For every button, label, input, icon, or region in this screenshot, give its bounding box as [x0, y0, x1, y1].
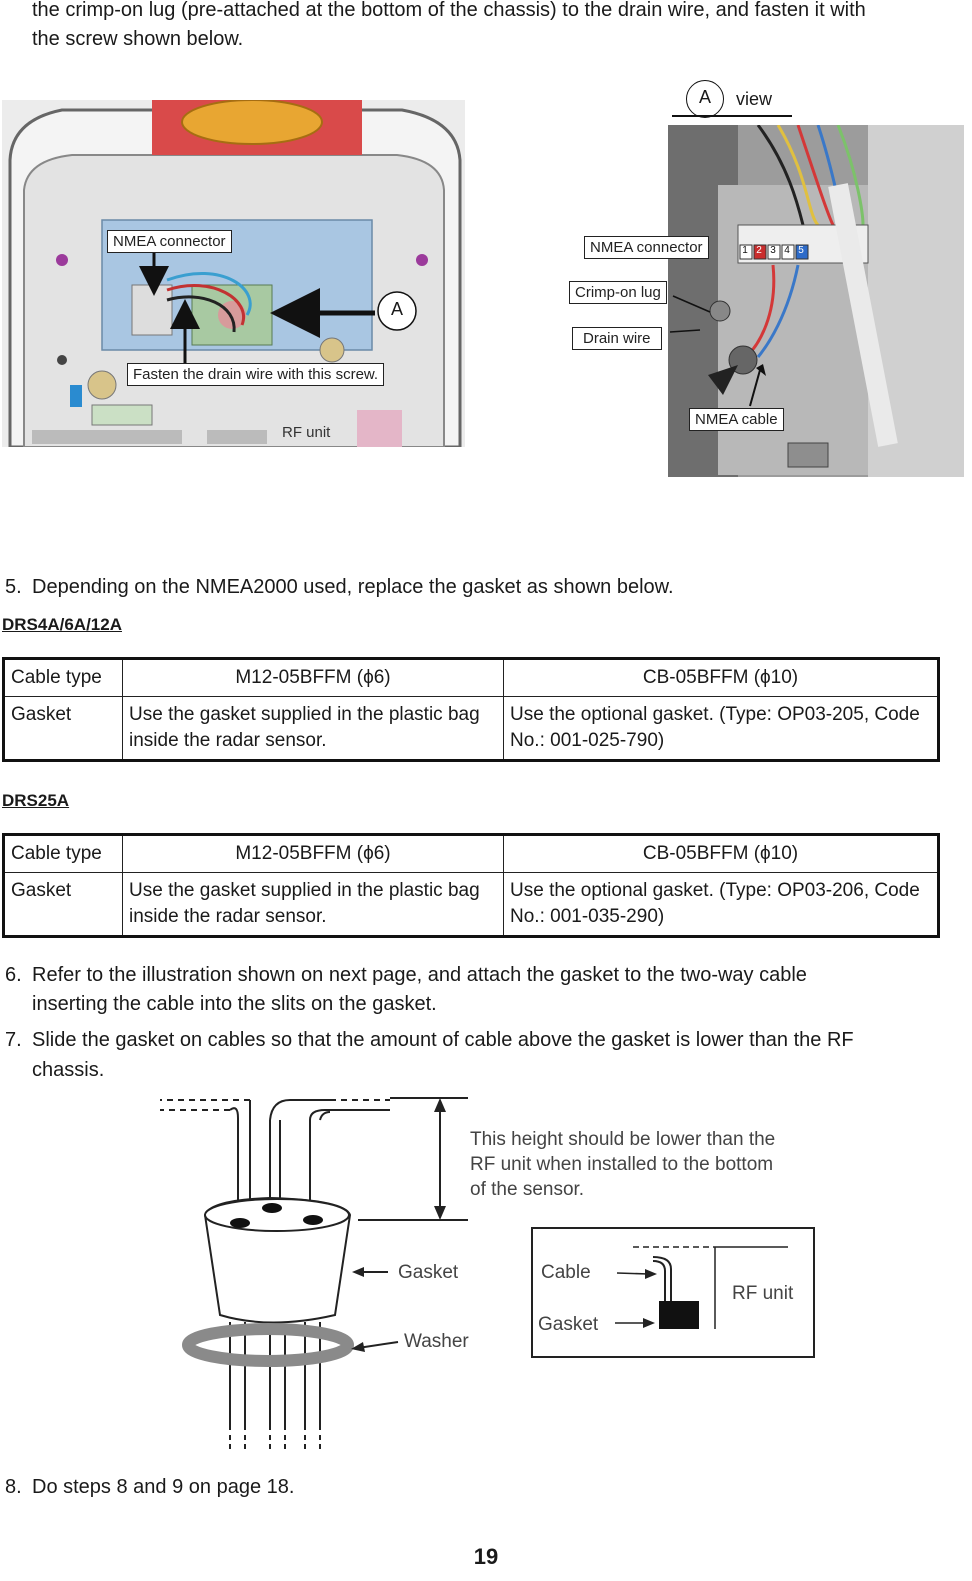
- nmea-cable-callout: NMEA cable: [689, 408, 784, 431]
- table-2-heading: DRS25A: [2, 791, 70, 810]
- view-caption: view: [736, 89, 773, 109]
- step-7-line-1: Slide the gasket on cables so that the amount of cable above the gasket is lower than the RF: [32, 1029, 854, 1051]
- rf-unit-caption: RF unit: [282, 424, 331, 441]
- fasten-drain-wire-callout: Fasten the drain wire with this screw.: [127, 363, 384, 386]
- table-cell: Gasket: [4, 697, 123, 761]
- step-6-number: 6.: [5, 964, 22, 986]
- intro-line-2: the screw shown below.: [32, 28, 244, 50]
- terminal-3: 3: [770, 245, 776, 256]
- step-6-line-2: inserting the cable into the slits on the gasket.: [32, 993, 437, 1015]
- gasket-table-drs4a: [2, 657, 940, 762]
- table-cell: Use the optional gasket. (Type: OP03-206, Code No.: 001-035-290): [504, 873, 939, 937]
- terminal-5: 5: [798, 245, 804, 256]
- view-marker-a-label: A: [698, 87, 711, 107]
- inset-rf-unit-label: RF unit: [732, 1283, 794, 1304]
- gasket-table-drs25a: [2, 833, 940, 938]
- table-row: [4, 697, 939, 761]
- height-note-line-3: of the sensor.: [470, 1179, 585, 1200]
- table-cell: Cable type: [4, 659, 123, 697]
- nmea-connector-callout: NMEA connector: [107, 230, 232, 253]
- drain-wire-callout: Drain wire: [572, 327, 662, 350]
- step-8-text: Do steps 8 and 9 on page 18.: [32, 1476, 295, 1498]
- table-1-heading: DRS4A/6A/12A: [2, 615, 122, 634]
- intro-line-1: the crimp-on lug (pre-attached at the bottom of the chassis) to the drain wire, and fasten it with: [32, 0, 866, 21]
- step-5-number: 5.: [5, 576, 22, 598]
- callout-arrows: [2, 100, 465, 447]
- table-cell: Use the gasket supplied in the plastic bag inside the radar sensor.: [123, 697, 504, 761]
- table-header-row: [4, 835, 939, 873]
- step-5-text: Depending on the NMEA2000 used, replace the gasket as shown below.: [32, 576, 674, 598]
- table-cell: CB-05BFFM (ϕ10): [504, 659, 939, 697]
- crimp-on-lug-callout: Crimp-on lug: [569, 281, 667, 304]
- washer-label: Washer: [404, 1331, 469, 1352]
- height-note-line-2: RF unit when installed to the bottom: [470, 1154, 774, 1175]
- view-marker-a: A: [390, 299, 403, 319]
- view-marker-a-circle: [686, 80, 724, 118]
- table-row: [4, 873, 939, 937]
- table-header-row: [4, 659, 939, 697]
- height-note: [470, 1127, 775, 1202]
- table-cell: M12-05BFFM (ϕ6): [123, 659, 504, 697]
- nmea-connector-callout-right: NMEA connector: [584, 236, 709, 259]
- inset-diagram: [531, 1227, 815, 1358]
- table-cell: Gasket: [4, 873, 123, 937]
- page-number: 19: [473, 1544, 499, 1569]
- step-7-line-2: chassis.: [32, 1059, 105, 1081]
- step-6-line-1: Refer to the illustration shown on next page, and attach the gasket to the two-way cable: [32, 964, 807, 986]
- table-cell: M12-05BFFM (ϕ6): [123, 835, 504, 873]
- table-cell: Cable type: [4, 835, 123, 873]
- table-cell: Use the gasket supplied in the plastic bag inside the radar sensor.: [123, 873, 504, 937]
- chassis-photo: [2, 100, 465, 447]
- inset-gasket-label: Gasket: [538, 1314, 599, 1335]
- right-callout-lines: [560, 230, 820, 410]
- height-note-line-1: This height should be lower than the: [470, 1129, 776, 1150]
- terminal-1: 1: [742, 245, 748, 256]
- table-cell: CB-05BFFM (ϕ10): [504, 835, 939, 873]
- view-underline: [672, 115, 792, 117]
- terminal-2: 2: [756, 245, 762, 256]
- step-8-number: 8.: [5, 1476, 22, 1498]
- table-cell: Use the optional gasket. (Type: OP03-205, Code No.: 001-025-790): [504, 697, 939, 761]
- terminal-4: 4: [784, 245, 790, 256]
- intro-paragraph: [32, 0, 967, 54]
- gasket-label: Gasket: [398, 1262, 459, 1283]
- step-7-number: 7.: [5, 1029, 22, 1051]
- inset-cable-label: Cable: [541, 1262, 591, 1283]
